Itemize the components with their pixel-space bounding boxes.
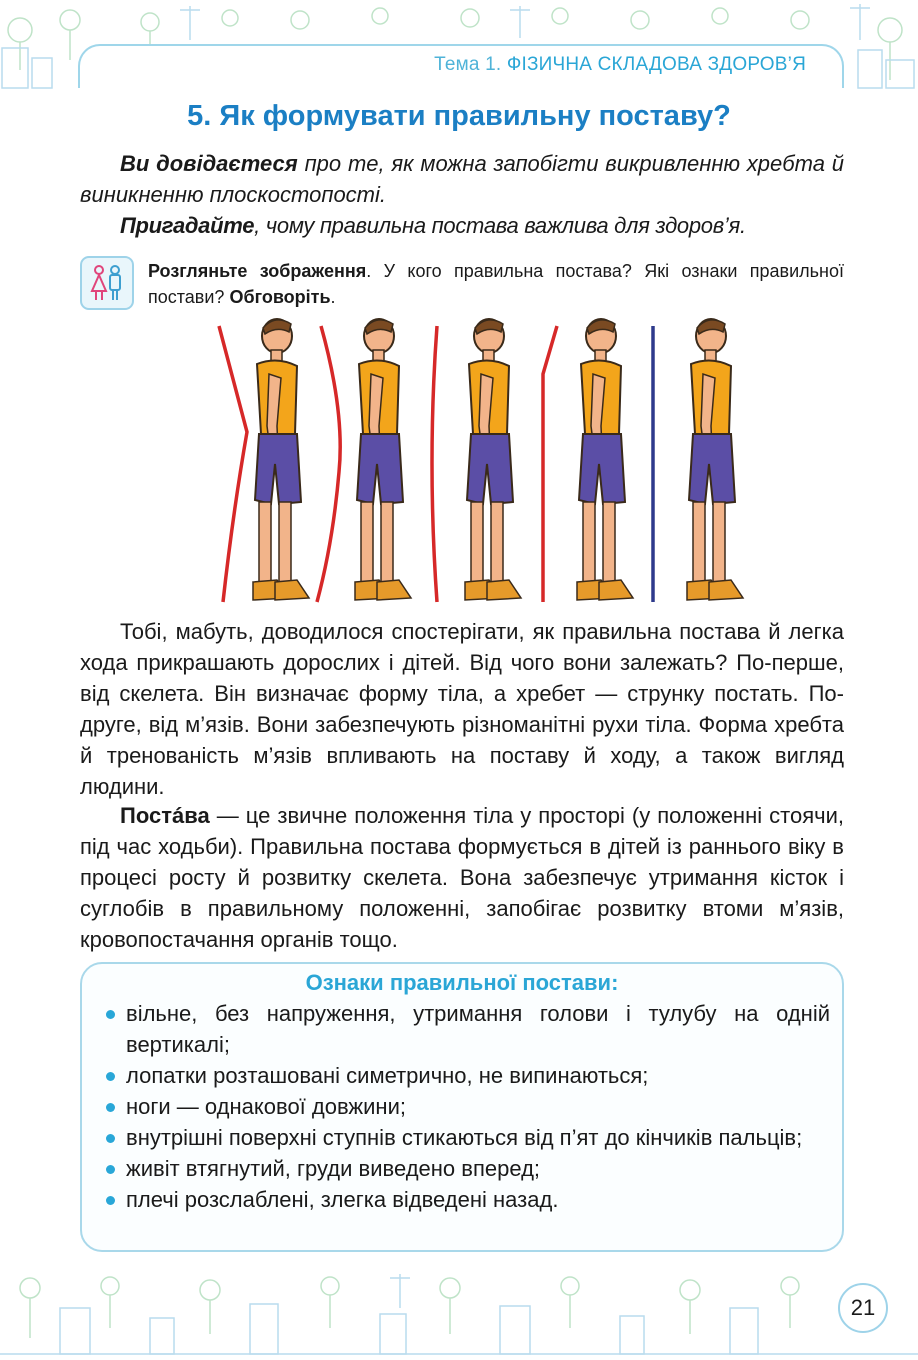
signs-list [104, 998, 830, 1215]
boy-girl-icon [80, 256, 134, 310]
topic-header [434, 54, 806, 76]
posture-figures-illustration [205, 312, 745, 612]
paragraph-skeleton-muscles: Тобі, мабуть, доводилося спостерігати, як правильна постава й легка хода прикрашають дорослих і дітей. Від чого вони залежать? По-перше, від скелета. Він визначає форму тіла, а хребет — струнку постать. По-друге, від м’язів. Вони забезпечують різноманітні рухи тіла. Форма хребта й тренованість м’язів впливають на поставу й ходу, а також вигляд людини. [80, 619, 844, 799]
look-label: Розгляньте зображення [148, 261, 367, 281]
posture-term: Постáва [120, 803, 210, 828]
recall-paragraph [80, 210, 844, 241]
list-item: ноги — однакової довжини; [104, 1091, 830, 1122]
signs-title: Ознаки правильної постави: [305, 970, 619, 995]
task-instruction [148, 258, 844, 310]
spine-line-2 [317, 326, 340, 602]
spine-line-1 [219, 326, 247, 602]
spine-line-4 [543, 326, 557, 602]
decorative-city-strip-bottom [0, 1268, 918, 1360]
list-item: живіт втягнутий, груди виведено вперед; [104, 1153, 830, 1184]
learn-text: про те, як можна запобігти викривленню хребта й виникненню плоскостопості. [80, 151, 844, 207]
recall-text: , чому правильна постава важлива для здоров’я. [254, 213, 746, 238]
page-number: 21 [838, 1283, 888, 1333]
list-item: плечі розслаблені, злегка відведені назад. [104, 1184, 830, 1215]
list-item: лопатки розташовані симетрично, не випинаються; [104, 1060, 830, 1091]
spine-line-3 [432, 326, 437, 602]
task-end: . [330, 287, 336, 307]
posture-definition-text: — це звичне положення тіла у просторі (у положенні стоячи, під час ходьби). Правильна постава формується в дітей із раннього віку в процесі росту й розвитку скелета. Вона забезпечує утримання кісток і суглобів в правильному положенні, запобігає розвитку втоми м’язів, кровопостачання органів тощо. [80, 803, 844, 952]
list-item: вільне, без напруження, утримання голови і тулубу на одній вертикалі; [104, 998, 830, 1060]
topic-prefix: Тема 1. [434, 54, 502, 75]
page-title: 5. Як формувати правильну поставу? [187, 100, 731, 132]
recall-label: Пригадайте [120, 213, 255, 238]
learn-label: Ви довідаєтеся [120, 151, 298, 176]
task-question: . У кого правильна постава? Які ознаки правильної постави? [148, 261, 844, 307]
paragraph-posture-definition [80, 800, 844, 955]
learn-paragraph [80, 148, 844, 210]
list-item: внутрішні поверхні ступнів стикаються від п’ят до кінчиків пальців; [104, 1122, 830, 1153]
topic-title: ФІЗИЧНА СКЛАДОВА ЗДОРОВ’Я [506, 54, 806, 75]
discuss-label: Обговоріть [229, 287, 331, 307]
